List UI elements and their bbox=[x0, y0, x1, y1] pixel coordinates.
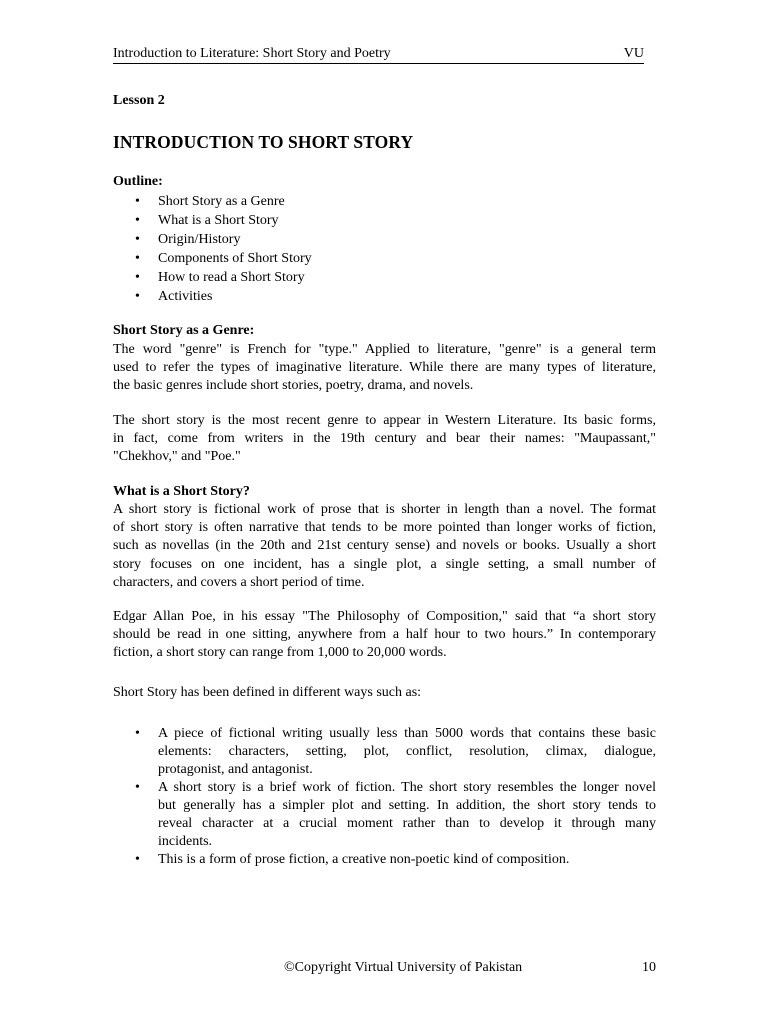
paragraph-line: should be read in one sitting, anywhere from a half hour to two hours.” In contemporary bbox=[113, 627, 656, 643]
outline-item: • How to read a Short Story bbox=[113, 268, 312, 287]
outline-item: • Origin/History bbox=[113, 230, 312, 249]
paragraph-line: The short story is the most recent genre to appear in Western Literature. Its basic forms, bbox=[113, 413, 656, 428]
section-heading-what-is: What is a Short Story? bbox=[113, 484, 250, 499]
paragraph-line: The word "genre" is French for "type." Applied to literature, "genre" is a general term bbox=[113, 342, 656, 357]
definitions-list bbox=[113, 725, 656, 869]
paragraph-line: of short story is often narrative that tends to be more pointed than longer works of fiction, bbox=[113, 520, 656, 536]
definition-item bbox=[113, 725, 656, 779]
paragraph-line: "Chekhov," and "Poe." bbox=[113, 449, 241, 465]
page-title: INTRODUCTION TO SHORT STORY bbox=[113, 132, 414, 152]
outline-item: • Short Story as a Genre bbox=[113, 192, 312, 211]
paragraph-genre-definition bbox=[113, 341, 656, 396]
outline-item: • What is a Short Story bbox=[113, 211, 312, 230]
paragraph-line: Short Story has been defined in different ways such as: bbox=[113, 685, 422, 700]
definition-line: • A short story is a brief work of fiction. The short story resembles the longer novel bbox=[158, 780, 656, 795]
paragraph-line: story focuses on one incident, has a single plot, a single setting, a small number of bbox=[113, 556, 656, 572]
paragraph-line: A short story is fictional work of prose that is shorter in length than a novel. The format bbox=[113, 502, 656, 517]
paragraph-genre-history bbox=[113, 412, 656, 467]
outline-list bbox=[113, 192, 312, 306]
page-footer bbox=[113, 960, 656, 978]
definition-item bbox=[113, 851, 656, 869]
definition-item bbox=[113, 779, 656, 851]
outline-item: • Activities bbox=[113, 287, 312, 306]
paragraph-line: fiction, a short story can range from 1,000 to 20,000 words. bbox=[113, 645, 447, 661]
page-number: 10 bbox=[642, 960, 656, 975]
definition-line: but generally has a simpler plot and setting. In addition, the short story tends to bbox=[158, 798, 656, 813]
definition-line: elements: characters, setting, plot, conflict, resolution, climax, dialogue, bbox=[158, 744, 656, 759]
paragraph-line: such as novellas (in the 20th and 21st century sense) and novels or books. Usually a short bbox=[113, 538, 656, 554]
definition-line: incidents. bbox=[158, 834, 213, 849]
paragraph-line: in fact, come from writers in the 19th century and bear their names: "Maupassant," bbox=[113, 431, 656, 447]
definition-line: protagonist, and antagonist. bbox=[158, 762, 313, 777]
paragraph-definitions-intro bbox=[113, 684, 656, 702]
header-institution: VU bbox=[623, 46, 644, 61]
definition-line: • This is a form of prose fiction, a creative non-poetic kind of composition. bbox=[158, 852, 570, 867]
paragraph-line: the basic genres include short stories, poetry, drama, and novels. bbox=[113, 378, 474, 394]
paragraph-line: used to refer the types of imaginative literature. While there are many types of literature, bbox=[113, 360, 656, 376]
paragraph-short-story-definition bbox=[113, 501, 656, 592]
paragraph-line: characters, and covers a short period of time. bbox=[113, 574, 365, 590]
paragraph-line: Edgar Allan Poe, in his essay "The Philosophy of Composition," said that “a short story bbox=[113, 609, 656, 624]
outline-heading: Outline: bbox=[113, 174, 163, 189]
outline-item: • Components of Short Story bbox=[113, 249, 312, 268]
definition-line: • A piece of fictional writing usually less than 5000 words that contains these basic bbox=[158, 726, 656, 741]
section-heading-genre: Short Story as a Genre: bbox=[113, 323, 255, 338]
lesson-label: Lesson 2 bbox=[113, 93, 165, 108]
page-header bbox=[113, 45, 644, 64]
header-course-title: Introduction to Literature: Short Story and Poetry bbox=[113, 46, 391, 61]
paragraph-poe-quote bbox=[113, 608, 656, 663]
document-page bbox=[113, 0, 656, 1024]
copyright-notice: ©Copyright Virtual University of Pakistan bbox=[284, 960, 523, 975]
definition-line: reveal character at a crucial moment rather than to develop it through many bbox=[158, 816, 656, 831]
